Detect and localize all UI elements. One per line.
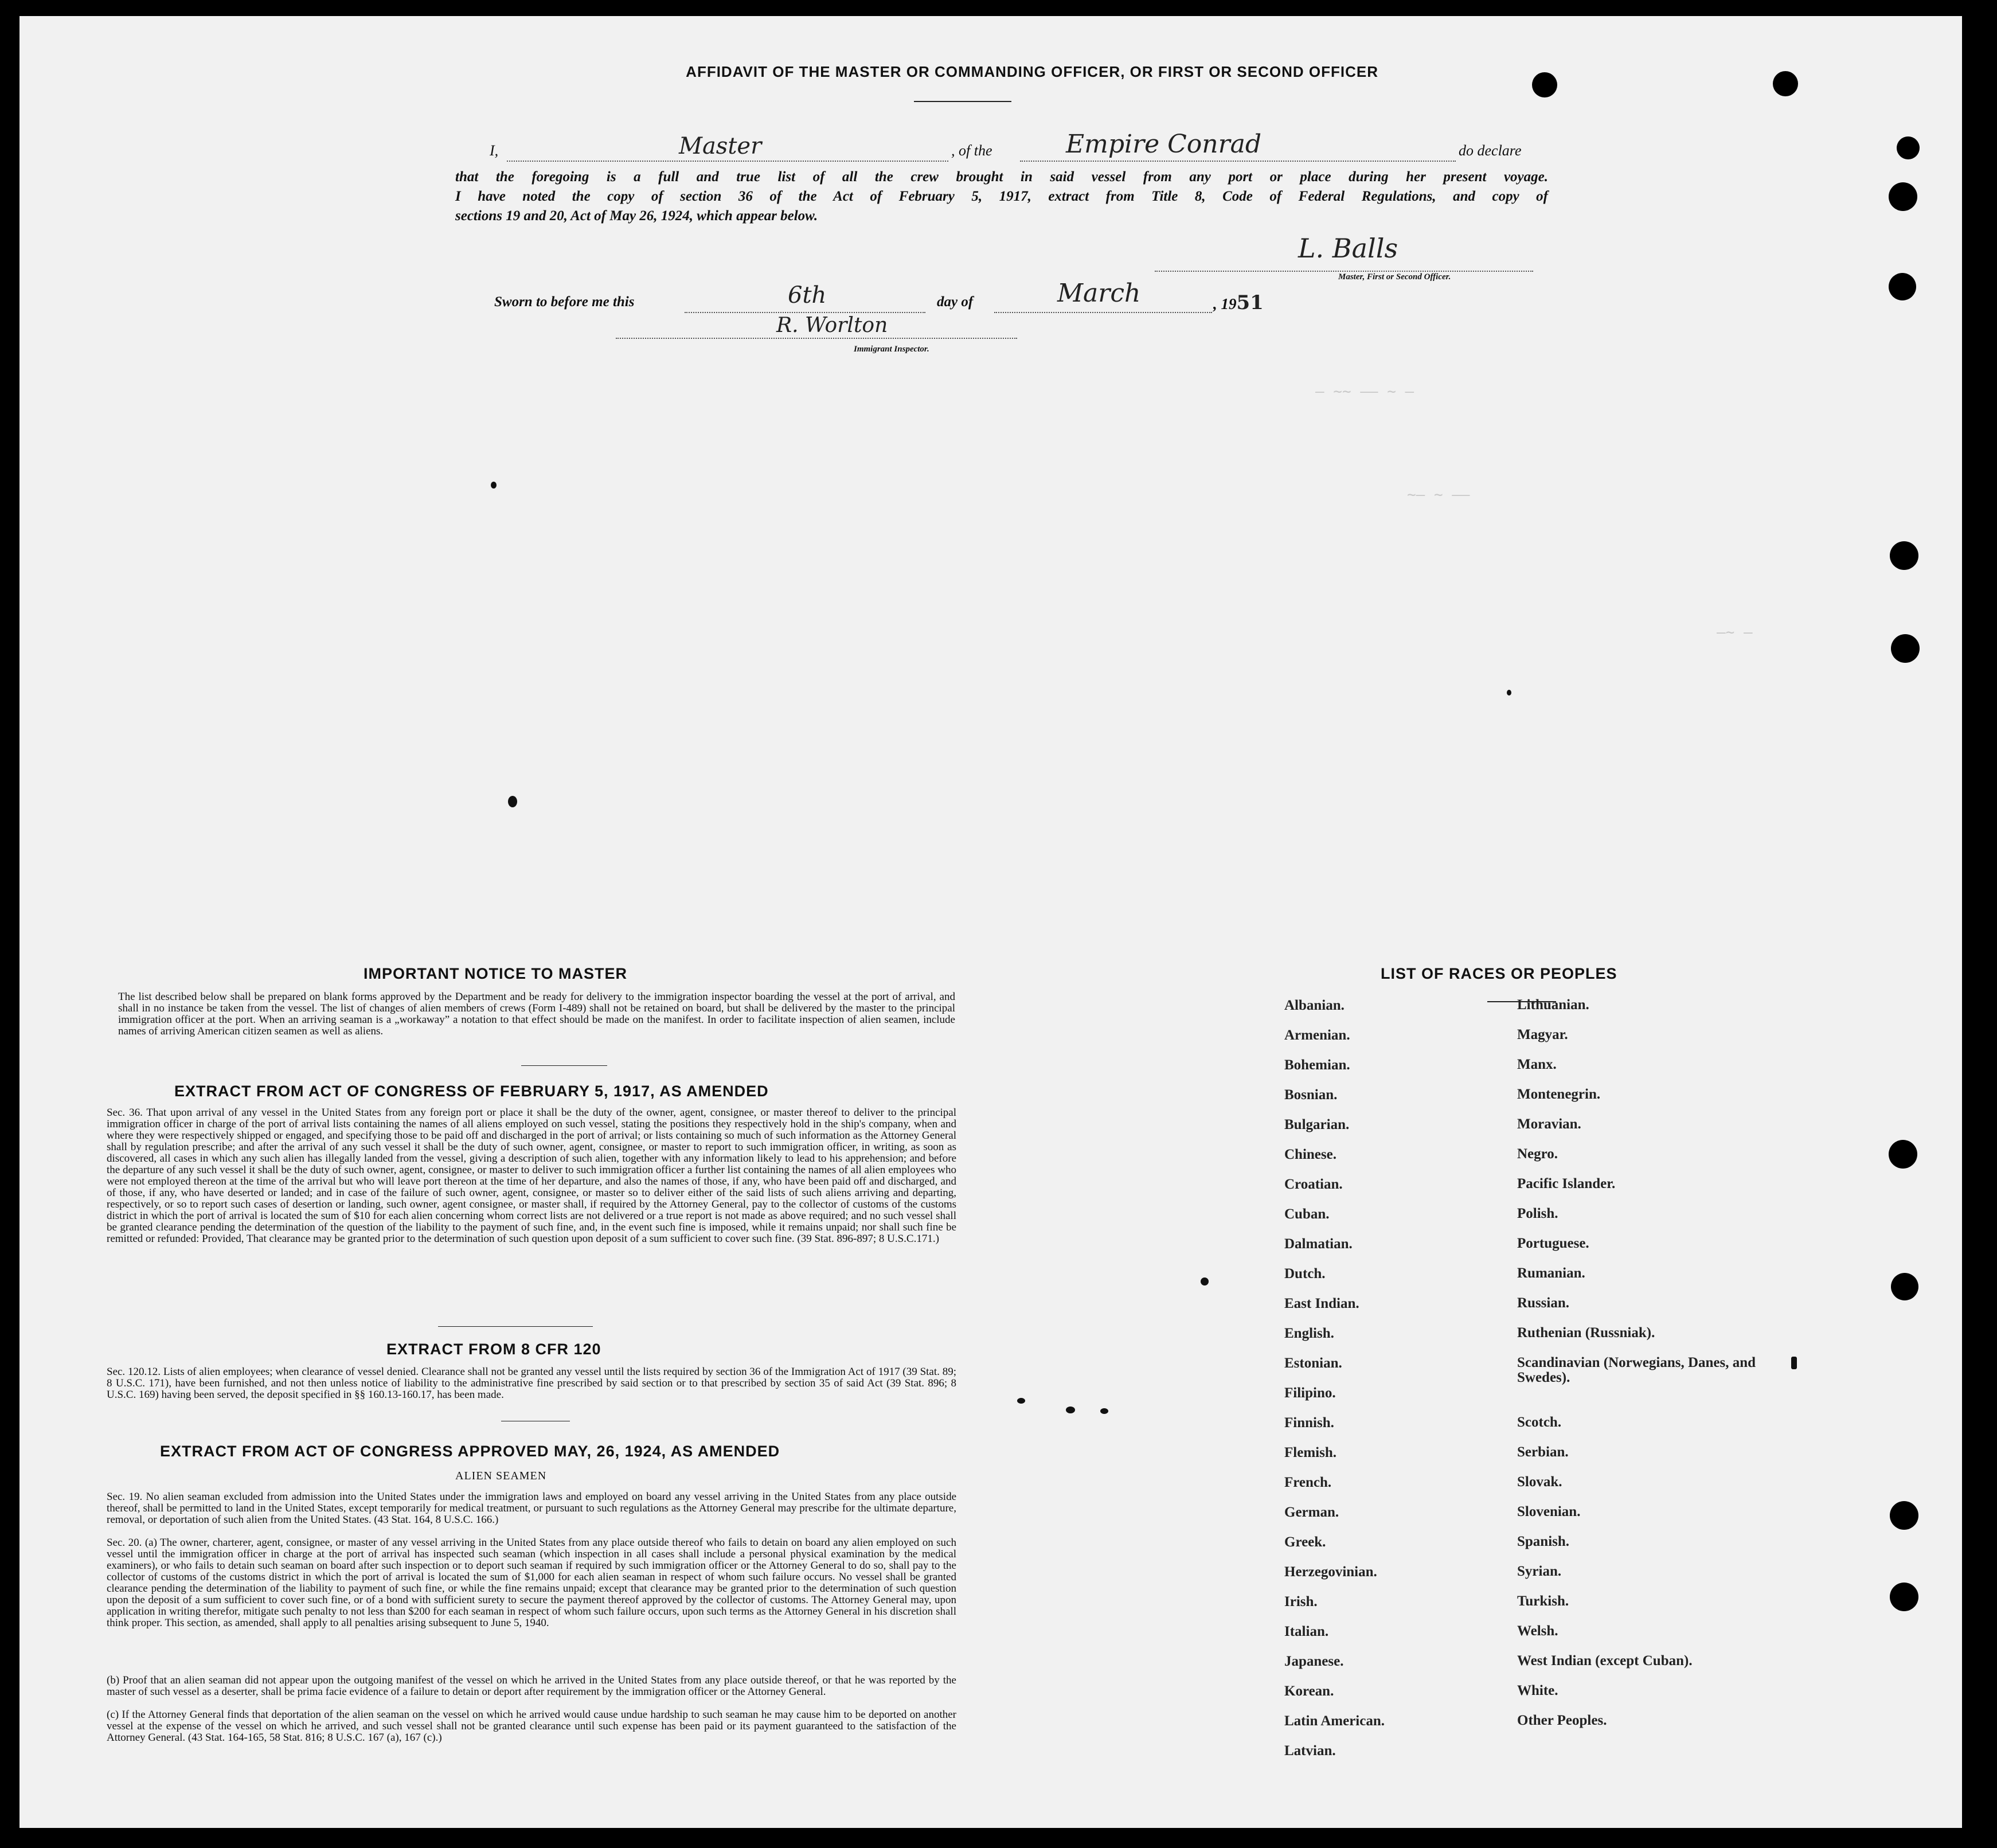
- extract-1924-sec19: Sec. 19. No alien seaman excluded from admission into the United States under the immigration laws and employed on board any vessel arriving in the United States from any place outside thereof, shall be permitted to land in the United States, except temporarily for medical treatment, or pursuant to such regulations as the Attorney General may prescribe for the ultimate departure, removal, or deportation of such alien from the United States. (43 Stat. 164, 8 U.S.C. 166.): [107, 1491, 956, 1526]
- vessel-name-line: [1020, 130, 1456, 162]
- race-item: Latin American.: [1284, 1713, 1385, 1729]
- year-prefix: , 19: [1213, 295, 1237, 312]
- race-item: Russian.: [1517, 1295, 1570, 1311]
- race-item: Greek.: [1284, 1534, 1326, 1550]
- sworn-label: Sworn to before me this: [494, 294, 635, 310]
- race-item: German.: [1284, 1505, 1339, 1520]
- bleed-through-text: ~— ~ ——: [1407, 486, 1470, 503]
- race-item: Dalmatian.: [1284, 1236, 1353, 1252]
- race-item: West Indian (except Cuban).: [1517, 1653, 1693, 1669]
- document-page: [19, 16, 1962, 1828]
- bleed-through-text: —~ —: [1717, 624, 1753, 641]
- extract-1924-sec20a: Sec. 20. (a) The owner, charterer, agent, consignee, or master of any vessel arriving in the United States from any place outside thereof who fails to detain on board any alien employed on such vessel until the immigration officer in charge at the port of arrival has inspected such seaman (which inspection in all cases shall include a personal physical examination by the medical examiners), or who fails to detain such seaman on board after such inspection or to deport such seaman if required by such immigration officer or the Attorney General to do so, shall pay to the collector of customs of the customs district in which the port of arrival is located the sum of $1,000 for each alien seaman in respect of whom such failure occurs. No vessel shall be granted clearance pending the determination of the liability to payment of such fine, or while the fine remains unpaid; except that clearance may be granted prior to the determination of such question upon the deposit of a sum sufficient to cover such fine, or of a bond with sufficient surety to secure the payment thereof approved by the collector of customs. The Attorney General may, upon application in writing therefor, mitigate such penalty to not less than $200 for each seaman in respect of whom such failure occurs, upon such terms as the Attorney General in his discretion shall think proper. This section, as amended, shall apply to all penalties arising subsequent to June 5, 1940.: [107, 1537, 956, 1629]
- races-title: LIST OF RACES OR PEOPLES: [1381, 965, 1617, 982]
- race-item: Cuban.: [1284, 1206, 1330, 1222]
- divider: [914, 101, 1011, 102]
- extract-1924-subtitle: ALIEN SEAMEN: [455, 1470, 547, 1482]
- vessel-name: Empire Conrad: [1066, 130, 1262, 159]
- race-item: Scotch.: [1517, 1415, 1562, 1430]
- extract-cfr-title: EXTRACT FROM 8 CFR 120: [386, 1341, 601, 1358]
- divider: [438, 1326, 593, 1327]
- divider: [521, 1065, 607, 1066]
- race-item: Rumanian.: [1517, 1265, 1585, 1281]
- of-the-label: , of the: [951, 142, 992, 159]
- bleed-through-text: — ~~ —— ~ —: [1315, 383, 1414, 400]
- ink-spot: [1201, 1277, 1209, 1286]
- race-item: Other Peoples.: [1517, 1713, 1607, 1728]
- master-signature-caption: Master, First or Second Officer.: [1338, 272, 1451, 282]
- race-item: Estonian.: [1284, 1355, 1342, 1371]
- race-item: Syrian.: [1517, 1564, 1562, 1579]
- race-item: Japanese.: [1284, 1654, 1344, 1669]
- punch-hole: [1532, 72, 1557, 97]
- punch-hole: [1773, 71, 1798, 96]
- race-item: Bosnian.: [1284, 1087, 1338, 1103]
- punch-hole: [1890, 1583, 1918, 1611]
- race-item: Dutch.: [1284, 1266, 1326, 1282]
- race-item: Serbian.: [1517, 1444, 1569, 1460]
- day-of-label: day of: [937, 294, 974, 310]
- extract-1917-title: EXTRACT FROM ACT OF CONGRESS OF FEBRUARY 5, 1917, AS AMENDED: [174, 1083, 769, 1100]
- extract-1924-sec20c: (c) If the Attorney General finds that deportation of the alien seaman on the vessel on which he arrived would cause undue hardship to such seaman he may cause him to be deported on another vessel at the expense of the vessel on which he arrived, and such vessel shall not be granted clearance until such expense has been paid or its payment guaranteed to the satisfaction of the Attorney General. (43 Stat. 164-165, 58 Stat. 816; 8 U.S.C. 167 (a), 167 (c).): [107, 1709, 956, 1744]
- ink-spot: [1066, 1406, 1075, 1413]
- race-item: French.: [1284, 1475, 1332, 1490]
- sworn-day: 6th: [788, 282, 827, 308]
- ink-spot: [1017, 1398, 1025, 1404]
- ink-spot: [1100, 1408, 1108, 1414]
- extract-1924-sec20b: (b) Proof that an alien seaman did not appear upon the outgoing manifest of the vessel on which he arrived in the United States from any place outside thereof, or that he was reported by the master of such vessel as a deserter, shall be prima facie evidence of a failure to detain or deport after requirement by the immigration officer or the Attorney General.: [107, 1674, 956, 1698]
- punch-hole: [1897, 136, 1920, 159]
- punch-hole: [1889, 1140, 1917, 1169]
- affidavit-title: AFFIDAVIT OF THE MASTER OR COMMANDING OFFICER, OR FIRST OR SECOND OFFICER: [686, 63, 1378, 80]
- inspector-signature-line: [616, 314, 1017, 339]
- sworn-month: March: [1057, 279, 1141, 308]
- affidavit-body-line-3: sections 19 and 20, Act of May 26, 1924, which appear below.: [455, 208, 818, 224]
- extract-1924-title: EXTRACT FROM ACT OF CONGRESS APPROVED MAY, 26, 1924, AS AMENDED: [160, 1443, 780, 1460]
- race-item: Finnish.: [1284, 1415, 1334, 1431]
- race-item: Moravian.: [1517, 1116, 1581, 1132]
- race-item: Polish.: [1517, 1206, 1558, 1221]
- inspector-signature: R. Worlton: [776, 314, 888, 337]
- race-item: Korean.: [1284, 1683, 1334, 1699]
- race-item: Manx.: [1517, 1057, 1557, 1072]
- notice-title: IMPORTANT NOTICE TO MASTER: [364, 965, 627, 982]
- affidavit-body-line-2: I have noted the copy of section 36 of the Act of February 5, 1917, extract from Title 8, Code of Federal Regulations, and copy of: [455, 189, 1548, 204]
- master-signature: L. Balls: [1298, 233, 1398, 264]
- ink-spot: [1791, 1357, 1797, 1369]
- race-item: Negro.: [1517, 1146, 1558, 1162]
- ink-spot: [508, 796, 517, 807]
- inspector-caption: Immigrant Inspector.: [854, 345, 929, 354]
- extract-cfr-text: Sec. 120.12. Lists of alien employees; when clearance of vessel denied. Clearance shall not be granted any vessel until the lists required by section 36 of the Immigration Act of 1917 (39 Stat. 89; 8 U.S.C. 171), have been furnished, and not then unless notice of liability to the administrative fine prescribed by said section or to that prescribed by section 35 of said Act (39 Stat. 896; 8 U.S.C. 169) having been served, the deposit specified in §§ 160.13-160.17, has been made.: [107, 1366, 956, 1401]
- race-item: Welsh.: [1517, 1623, 1558, 1639]
- race-item: Filipino.: [1284, 1385, 1336, 1401]
- affidavit-body-line-1: that the foregoing is a full and true list of all the crew brought in said vessel from any port or place during her present voyage.: [455, 169, 1548, 185]
- punch-hole: [1891, 1273, 1918, 1300]
- race-item: Magyar.: [1517, 1027, 1568, 1042]
- race-item: English.: [1284, 1326, 1334, 1341]
- punch-hole: [1890, 1501, 1918, 1530]
- notice-text: The list described below shall be prepared on blank forms approved by the Department and be ready for delivery to the immigration inspector boarding the vessel at the port of arrival, and shall in no instance be taken from the vessel. The list of changes of alien members of crews (Form I-489) shall not be retained on board, but shall be delivered by the master to the principal immigration officer at the port. When an arriving seaman is a „workaway” a notation to that effect should be made on the manifest. In order to facilitate inspection of alien seamen, include names of arriving American citizen seamen as well as aliens.: [118, 991, 955, 1037]
- race-item: Lithuanian.: [1517, 997, 1589, 1013]
- race-item: Slovak.: [1517, 1474, 1562, 1490]
- race-item: Albanian.: [1284, 998, 1345, 1013]
- do-declare-label: do declare: [1459, 142, 1522, 159]
- race-item: Herzegovinian.: [1284, 1564, 1377, 1580]
- race-item: Irish.: [1284, 1594, 1318, 1609]
- race-item: Ruthenian (Russniak).: [1517, 1325, 1655, 1341]
- race-item: Flemish.: [1284, 1445, 1336, 1460]
- sworn-year: [1213, 291, 1264, 314]
- master-name: Master: [679, 133, 762, 159]
- extract-1917-text: Sec. 36. That upon arrival of any vessel in the United States from any foreign port or place it shall be the duty of the owner, agent, consignee, or master thereof to deliver to the principal immigration officer in charge of the port of arrival lists containing the names of all aliens employed on such vessel, stating the positions they respectively hold in the ship's company, when and where they were respectively shipped or engaged, and specifying those to be paid off and discharged in the port of arrival; or lists containing so much of such information as the Attorney General shall by regulation prescribe; and after the arrival of any such vessel it shall be the duty of such owner, agent, consignee, or master to report to such immigration officer, in writing, as soon as discovered, all cases in which any such alien has illegally landed from the vessel, giving a description of such alien, together with any information likely to lead to his apprehension; and before the departure of any such vessel it shall be the duty of such owner, agent, consignee, or master to deliver to such immigration officer a further list containing the names of all alien employees who were not employed thereon at the time of the arrival but who will leave port thereon at the time of her departure, and also the names of those, if any, who have been paid off and discharged, and of those, if any, who have deserted or landed; and in case of the failure of such owner, agent, consignee, or master so to deliver either of the said lists of such aliens arriving and departing, respectively, or so to report such cases of desertion or landing, such owner, agent consignee, or master shall, if required by the Attorney General, pay to the collector of customs of the customs district in which the port of arrival is located the sum of $10 for each alien concerning whom correct lists are not delivered or a true report is not made as above required; and no such vessel shall be granted clearance pending the determination of the question of the liability to the payment of such fine, and, in the event such fine is imposed, while it remains unpaid; nor shall such fine be remitted or refunded: Provided, That clearance may be granted prior to the determination of such question upon deposit of a sum sufficient to cover such fine. (39 Stat. 896-897; 8 U.S.C.171.): [107, 1107, 956, 1245]
- punch-hole: [1890, 541, 1918, 570]
- race-item: Turkish.: [1517, 1593, 1569, 1609]
- sworn-month-line: [994, 279, 1212, 313]
- race-item: Scandinavian (Norwegians, Danes, and Swedes).: [1517, 1355, 1756, 1385]
- race-item: Croatian.: [1284, 1177, 1343, 1192]
- race-item: Bohemian.: [1284, 1057, 1350, 1073]
- punch-hole: [1889, 273, 1916, 300]
- race-item: Portuguese.: [1517, 1236, 1589, 1251]
- race-item: Bulgarian.: [1284, 1117, 1350, 1132]
- race-item: Montenegrin.: [1517, 1087, 1601, 1102]
- race-item: Pacific Islander.: [1517, 1176, 1616, 1191]
- race-item: Latvian.: [1284, 1743, 1336, 1759]
- sworn-day-line: [685, 282, 925, 313]
- race-item: Chinese.: [1284, 1147, 1336, 1162]
- master-name-line: [507, 133, 948, 162]
- punch-hole: [1891, 634, 1920, 663]
- ink-spot: [1507, 690, 1511, 696]
- race-item: Slovenian.: [1517, 1504, 1581, 1519]
- punch-hole: [1889, 182, 1917, 211]
- race-item: Spanish.: [1517, 1534, 1570, 1549]
- year-suffix: 51: [1236, 291, 1264, 314]
- ink-spot: [491, 482, 497, 489]
- race-item: Italian.: [1284, 1624, 1329, 1639]
- race-item: East Indian.: [1284, 1296, 1359, 1311]
- master-signature-line: [1155, 233, 1533, 272]
- race-item: White.: [1517, 1683, 1558, 1698]
- affidavit-i-label: I,: [490, 142, 499, 159]
- race-item: Armenian.: [1284, 1027, 1350, 1043]
